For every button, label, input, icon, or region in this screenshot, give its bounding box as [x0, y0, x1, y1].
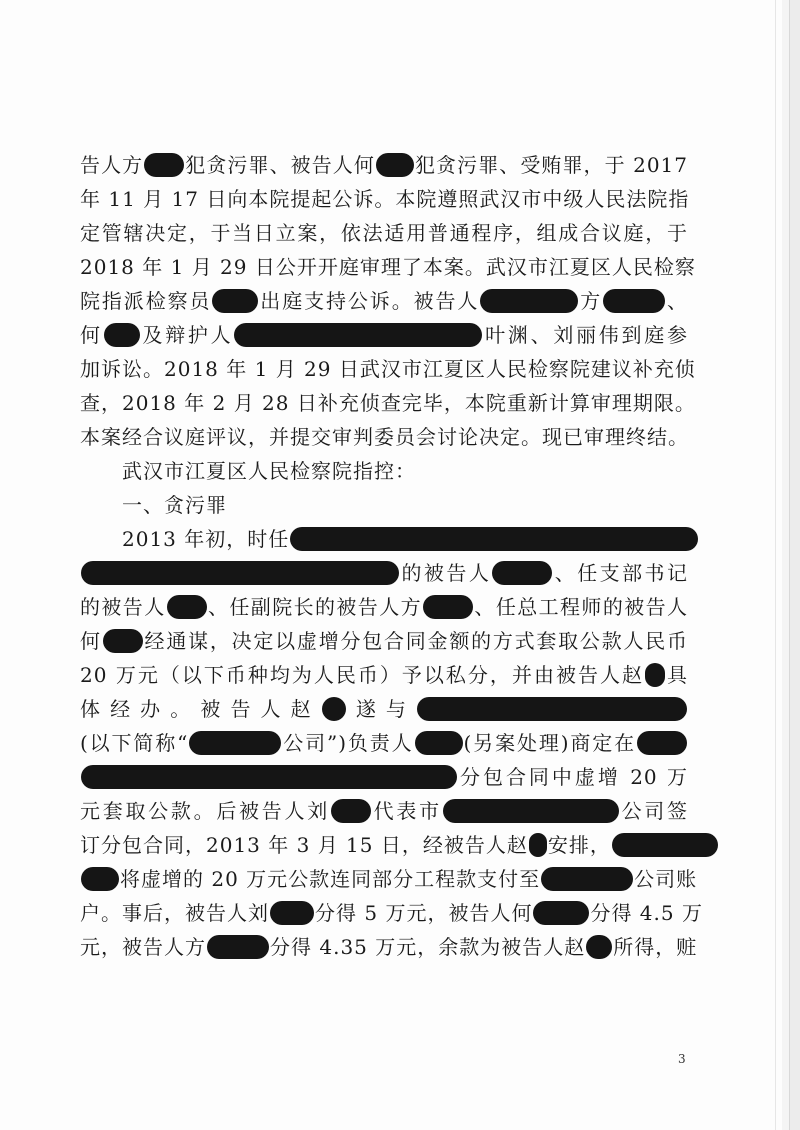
redaction-mark	[443, 799, 619, 823]
text-line	[80, 862, 698, 896]
redaction-mark	[612, 833, 718, 857]
redaction-mark	[103, 629, 143, 653]
redaction-mark	[212, 289, 258, 313]
text-segment: 户。事后，被告人刘	[80, 901, 269, 925]
text-line	[80, 250, 696, 284]
text-segment: 公司账	[634, 867, 698, 891]
text-segment: 出庭支持公诉。被告人	[259, 289, 480, 313]
text-segment: 2013 年初，时任	[122, 527, 290, 551]
text-line	[80, 420, 688, 454]
text-segment: 本案经合议庭评议，并提交审判委员会讨论决定。现已审理终结。	[80, 425, 689, 449]
text-segment: 、任副院长的被告人方	[207, 595, 423, 619]
text-segment: 分得 5 万元，被告人何	[315, 901, 533, 925]
text-line	[80, 386, 696, 420]
text-segment: 院指派检察员	[80, 289, 212, 313]
text-segment: 、任支部书记	[553, 561, 689, 585]
scan-edge-strip	[782, 0, 800, 1130]
text-line	[80, 624, 688, 658]
page-number: 3	[678, 1052, 686, 1066]
redaction-mark	[533, 901, 589, 925]
text-line	[80, 658, 688, 692]
text-segment: 将虚增的 20 万元公款连同部分工程款支付至	[120, 867, 541, 891]
redaction-mark	[603, 289, 665, 313]
redaction-mark	[144, 153, 184, 177]
text-segment: 一、贪污罪	[122, 493, 227, 517]
text-segment: 公司签	[619, 799, 689, 823]
redaction-mark	[270, 901, 314, 925]
redaction-mark	[167, 595, 207, 619]
text-segment: 何	[80, 629, 102, 653]
text-line	[80, 726, 688, 760]
redaction-mark	[81, 765, 457, 789]
text-line	[80, 760, 688, 794]
text-segment: 的被告人	[400, 561, 492, 585]
text-line	[80, 216, 688, 250]
text-segment: 元，被告人方	[80, 935, 206, 959]
redaction-mark	[322, 697, 346, 721]
redaction-mark	[331, 799, 371, 823]
scan-edge-line	[775, 0, 776, 1130]
text-segment: 加诉讼。2018 年 1 月 29 日武汉市江夏区人民检察院建议补充侦	[80, 357, 696, 381]
text-line	[80, 454, 688, 488]
text-line	[80, 318, 688, 352]
text-segment: 的被告人	[80, 595, 166, 619]
redaction-mark	[376, 153, 414, 177]
text-segment: 犯贪污罪、受贿罪，于 2017	[414, 153, 689, 177]
redaction-mark	[529, 833, 547, 857]
text-line	[80, 794, 688, 828]
text-segment: 何	[80, 323, 103, 347]
text-segment: 遂与	[346, 697, 417, 721]
redaction-mark	[207, 935, 269, 959]
text-line	[80, 930, 698, 964]
text-segment: 2018 年 1 月 29 日公开开庭审理了本案。武汉市江夏区人民检察	[80, 255, 696, 279]
redaction-mark	[586, 935, 612, 959]
text-segment: 查，2018 年 2 月 28 日补充侦查完毕，本院重新计算审理期限。	[80, 391, 696, 415]
text-segment: 20 万元（以下币种均为人民币）予以私分，并由被告人赵	[80, 663, 644, 687]
redaction-mark	[81, 867, 119, 891]
text-line	[80, 352, 696, 386]
text-segment: 及辩护人	[140, 323, 234, 347]
text-segment: 订分包合同，2013 年 3 月 15 日，经被告人赵	[80, 833, 528, 857]
text-segment: 代表市	[371, 799, 442, 823]
redaction-mark	[645, 663, 665, 687]
text-segment: 元套取公款。后被告人刘	[80, 799, 330, 823]
text-line	[80, 556, 688, 590]
redaction-mark	[480, 289, 578, 313]
document-body	[80, 148, 703, 964]
redaction-mark	[637, 731, 687, 755]
redaction-mark	[541, 867, 633, 891]
text-line	[80, 148, 688, 182]
redaction-mark	[415, 731, 463, 755]
text-segment: 分包合同中虚增 20 万	[458, 765, 688, 789]
text-line	[80, 896, 703, 930]
text-segment: 所得，赃	[613, 935, 698, 959]
text-line	[80, 284, 688, 318]
text-segment: 叶渊、刘丽伟到庭参	[483, 323, 689, 347]
redaction-mark	[81, 561, 399, 585]
text-line	[80, 590, 688, 624]
text-segment: 具	[666, 663, 689, 687]
redaction-mark	[234, 323, 482, 347]
redaction-mark	[492, 561, 552, 585]
text-segment: 体经办。被告人赵	[80, 697, 321, 721]
text-line	[80, 488, 688, 522]
text-segment: (以下简称“	[80, 731, 189, 755]
redaction-mark	[290, 527, 698, 551]
text-line	[80, 692, 688, 726]
text-segment: 犯贪污罪、被告人何	[185, 153, 375, 177]
redaction-mark	[423, 595, 473, 619]
text-segment: 公司”)负责人	[282, 731, 414, 755]
redaction-mark	[189, 731, 281, 755]
text-segment: 经通谋，决定以虚增分包合同金额的方式套取公款人民币	[143, 629, 689, 653]
text-segment: 安排，	[547, 833, 611, 857]
text-segment: 告人方	[80, 153, 144, 177]
text-segment: 分得 4.5 万	[590, 901, 703, 925]
text-segment: 方	[579, 289, 603, 313]
redaction-mark	[417, 697, 687, 721]
text-segment: 分得 4.35 万元，余款为被告人赵	[270, 935, 586, 959]
text-segment: 、任总工程师的被告人	[474, 595, 689, 619]
text-line	[80, 828, 688, 862]
redaction-mark	[104, 323, 140, 347]
text-segment: 定管辖决定，于当日立案，依法适用普通程序，组成合议庭，于	[80, 221, 688, 245]
text-segment: 、	[666, 289, 689, 313]
text-segment: 年 11 月 17 日向本院提起公诉。本院遵照武汉市中级人民法院指	[80, 187, 690, 211]
text-line	[80, 182, 688, 216]
text-segment: 武汉市江夏区人民检察院指控：	[122, 459, 416, 483]
text-segment: (另案处理)商定在	[463, 731, 637, 755]
text-line	[80, 522, 688, 556]
